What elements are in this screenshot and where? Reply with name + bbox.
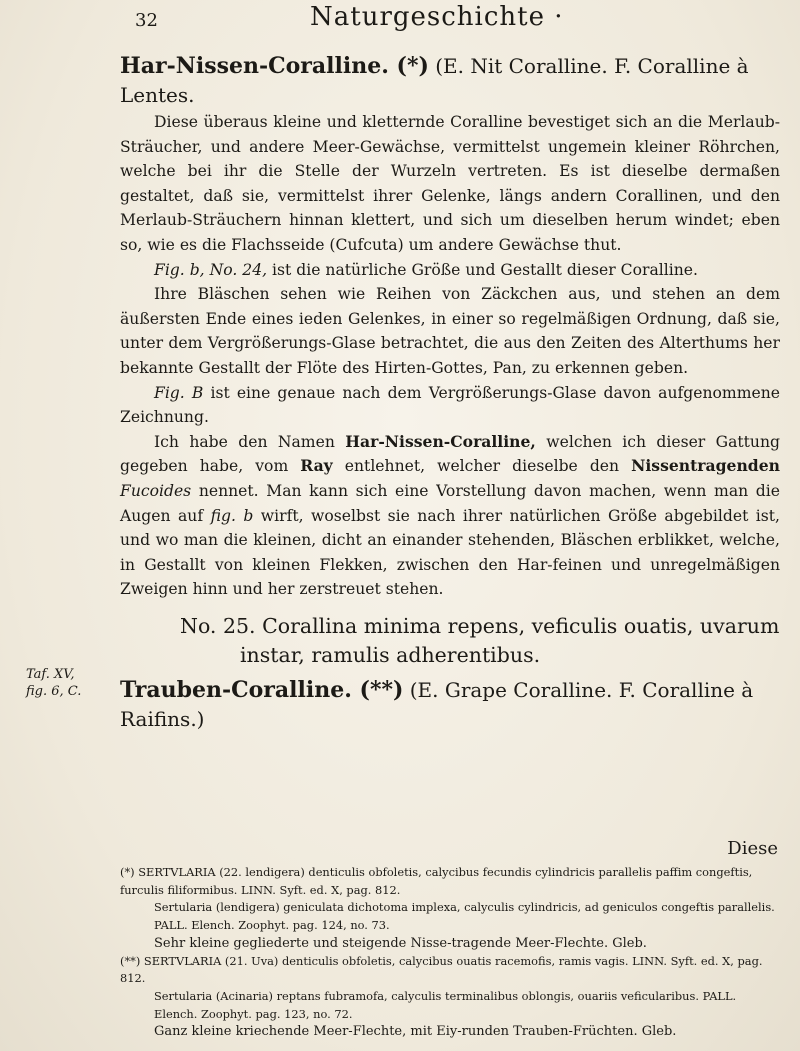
paragraph [120, 258, 780, 283]
margin-note [26, 666, 81, 700]
paragraph [120, 430, 780, 602]
figure-reference: Fig. b, No. 24, [154, 260, 268, 279]
entry-title-foreign: (E. Nit Coralline. F. Coralline à Lentes. [120, 54, 749, 107]
page-header [0, 0, 800, 46]
entry-title [120, 676, 780, 734]
footnote: Sertularia (lendigera) geniculata dichotoma implexa, calyculis cylindricis, ad geniculos congeftis parallelis. PALL. Elench. Zoophyt. pag. 124, no. 73. [154, 900, 775, 933]
latin-heading: No. 25. Corallina minima repens, veficulis ouatis, uvarum instar, ramulis adherentibus. [180, 613, 780, 667]
footnote: Ganz kleine kriechende Meer-Flechte, mit Eiy-runden Trauben-Früchten. Gleb. [154, 1024, 677, 1040]
figure-reference: fig. b [210, 506, 254, 525]
footnote: Sertularia (Acinaria) reptans fubramofa, calyculis terminalibus oblongis, ouariis veficularibus. PALL. Elench. Zoophyt. pag. 123, no. 72. [154, 988, 737, 1021]
paragraph-text: entlehnet, welcher dieselbe den [344, 457, 620, 476]
paragraph: Diese überaus kleine und kletternde Coralline bevestiget sich an die Merlaub-Sträucher, und andere Meer-Gewächse, vermittelst ungemein kleiner Röhrchen, welche bei ihr die Stelle der Wurzeln vertreten. Es ist dieselbe dermaßen gestaltet, daß sie, vermittelst ihrer Gelenke, längs andern Corallinen, und den Merlaub-Sträuchern hinnan klettert, und sich um dieselben herum windet; eben so, wie es die Flachsseide (Cufcuta) um andere Gewächse thut. [120, 113, 780, 254]
paragraph-text: ist eine genaue nach dem Vergrößerungs-Glase davon aufgenommene Zeichnung. [120, 383, 781, 427]
catchword: Diese [727, 838, 778, 859]
paragraph-text: Ich habe den Namen [154, 432, 335, 451]
margin-note-line: Taf. XV, [26, 667, 75, 682]
paragraph-text: ist die natürliche Größe und Gestallt dieser Coralline. [272, 260, 698, 279]
entry-title-german: Har-Nissen-Coralline. (*) [120, 53, 429, 79]
page-number: 32 [135, 10, 158, 31]
paragraph-text: welchen ich dieser Gattung gegeben habe, vom [120, 432, 780, 476]
species-name: Har-Nissen-Coralline, [345, 431, 536, 451]
species-name: Nissentragenden [631, 456, 780, 476]
entry-title [120, 52, 780, 110]
figure-reference: Fig. B [154, 383, 204, 402]
footnote: Sehr kleine gegliederte und steigende Nisse-tragende Meer-Flechte. Gleb. [154, 935, 647, 951]
footnotes [120, 864, 780, 1041]
author-name: Ray [300, 456, 333, 476]
paragraph: Ihre Bläschen sehen wie Reihen von Zäckchen aus, und stehen an dem äußersten Ende eines ieden Gelenkes, in einer so regelmäßigen Ordnung, daß sie, unter dem Vergrößerungs-Glase betrachtet, die aus den Zeiten des Alterthums her bekannte Gestallt der Flöte des Hirten-Gottes, Pan, zu erkennen geben. [120, 285, 780, 377]
running-title: Naturgeschichte · [310, 2, 564, 32]
latin-term: Fucoides [120, 481, 192, 500]
paragraph-text: nennet. Man kann sich eine Vorstellung davon machen, wenn man die Augen auf [120, 481, 780, 525]
entry-title-foreign: (E. Grape Coralline. F. Coralline à Raifins.) [120, 677, 754, 731]
footnote: (**) SERTVLARIA (21. Uva) denticulis obfoletis, calycibus ouatis racemofis, ramis vagis. LINN. Syft. ed. X, pag. 812. [120, 953, 763, 986]
main-text [120, 52, 780, 734]
margin-note-line: fig. 6, C. [26, 684, 82, 699]
paragraph [120, 381, 780, 430]
footnote: (*) SERTVLARIA (22. lendigera) denticulis obfoletis, calycibus fecundis cylindricis parallelis paffim congeftis, furculis filiformibus. LINN. Syft. ed. X, pag. 812. [120, 865, 753, 897]
entry-title-german: Trauben-Coralline. (**) [120, 676, 404, 703]
paragraph-text: wirft, woselbst sie nach ihrer natürlichen Größe abgebildet ist, und wo man die kleinen, dicht an einander stehenden, Bläschen erblikket, welche, in Gestallt von kleinen Flekken, zwischen den Har-feinen und unregelmäßigen Zweigen hinn und her zerstreuet stehen. [120, 506, 780, 599]
